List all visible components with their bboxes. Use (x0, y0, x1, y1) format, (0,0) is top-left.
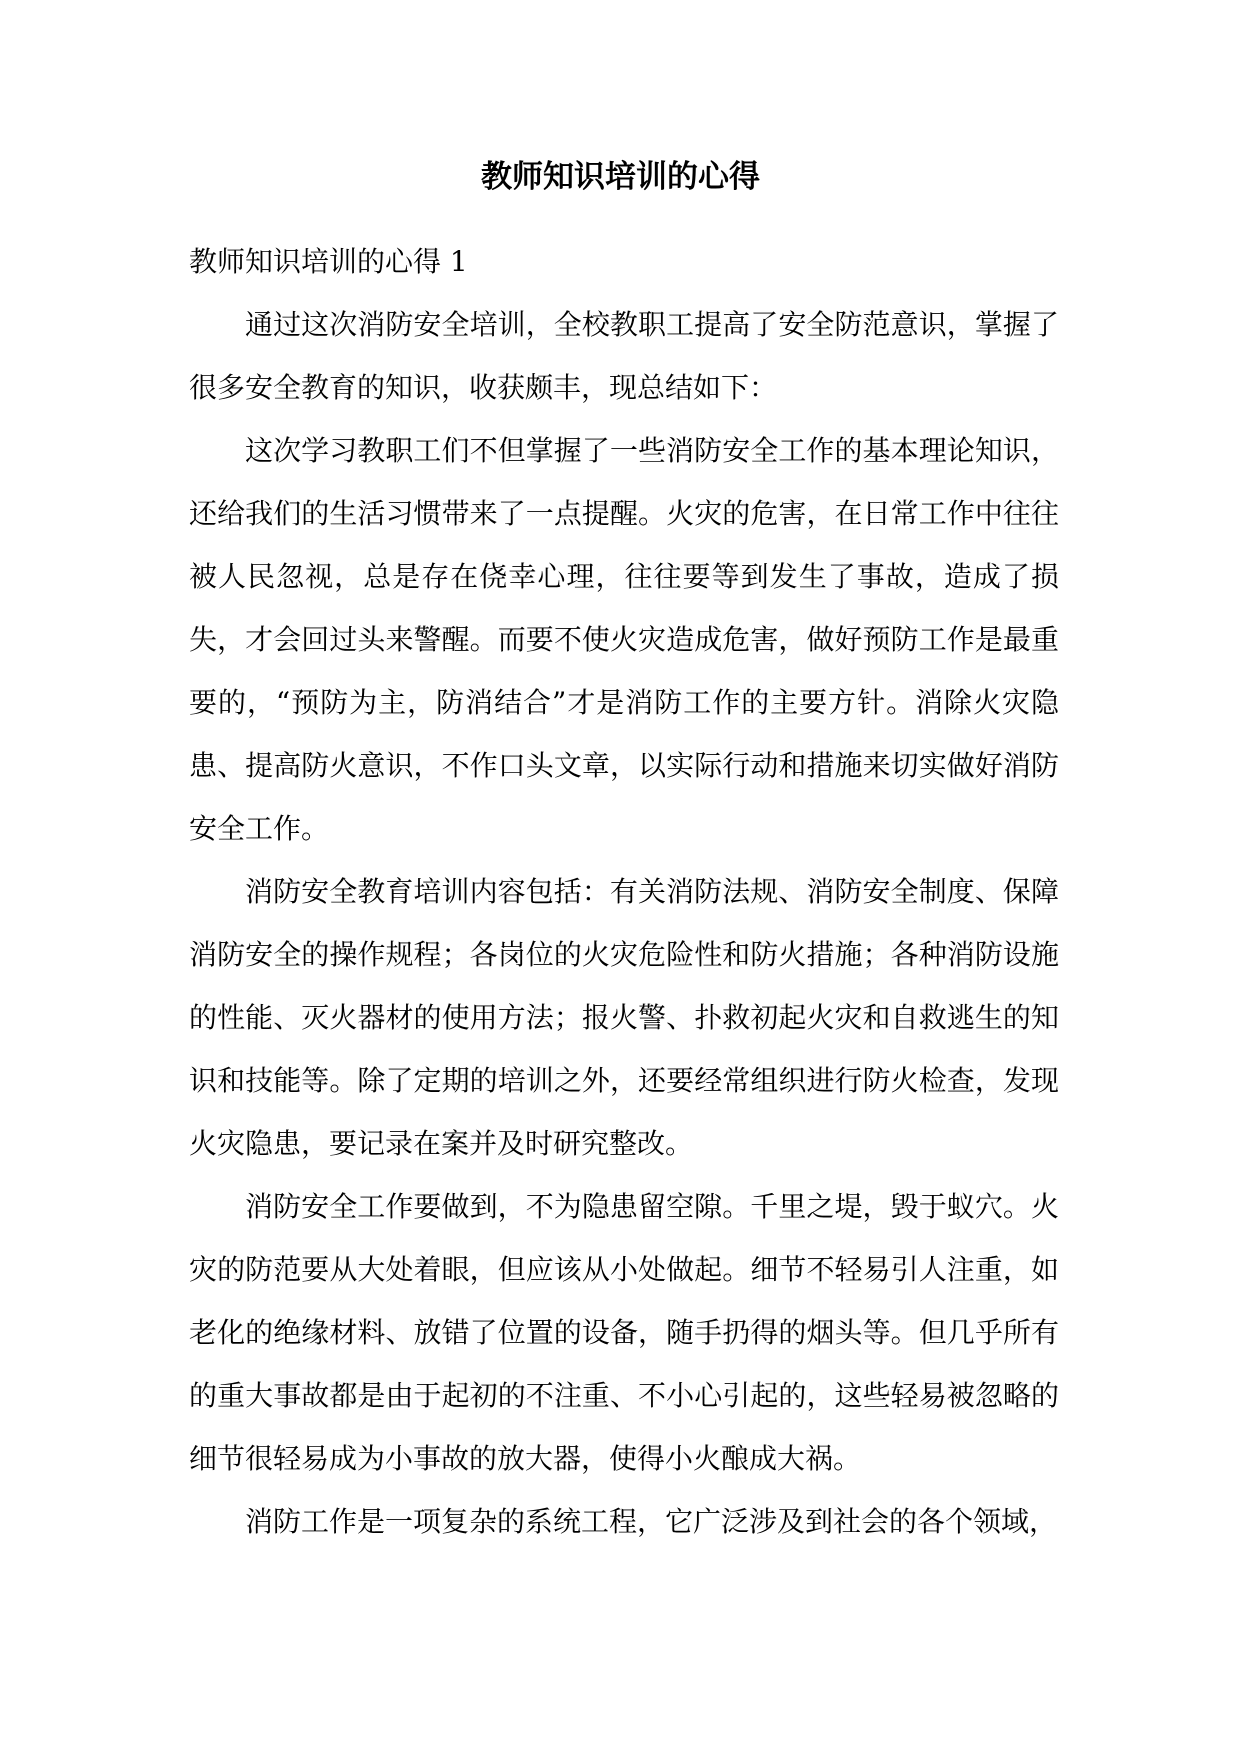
document-body (189, 230, 1059, 1553)
paragraph-4: 消防安全工作要做到，不为隐患留空隙。千里之堤，毁于蚁穴。火灾的防范要从大处着眼，但应该从小处做起。细节不轻易引人注重，如老化的绝缘材料、放错了位置的设备，随手扔得的烟头等。但几乎所有的重大事故都是由于起初的不注重、不小心引起的，这些轻易被忽略的细节很轻易成为小事故的放大器，使得小火酿成大祸。 (189, 1190, 1059, 1475)
document-title: 教师知识培训的心得 (481, 159, 760, 195)
paragraph-1: 通过这次消防安全培训，全校教职工提高了安全防范意识，掌握了很多安全教育的知识，收获颇丰，现总结如下： (189, 308, 1059, 404)
section-heading: 教师知识培训的心得 1 (189, 245, 468, 278)
paragraph-5: 消防工作是一项复杂的系统工程，它广泛涉及到社会的各个领域， (245, 1505, 1058, 1538)
paragraph-3: 消防安全教育培训内容包括：有关消防法规、消防安全制度、保障消防安全的操作规程；各岗位的火灾危险性和防火措施；各种消防设施的性能、灭火器材的使用方法；报火警、扑救初起火灾和自救逃生的知识和技能等。除了定期的培训之外，还要经常组织进行防火检查，发现火灾隐患，要记录在案并及时研究整改。 (189, 875, 1059, 1160)
paragraph-2: 这次学习教职工们不但掌握了一些消防安全工作的基本理论知识，还给我们的生活习惯带来了一点提醒。火灾的危害，在日常工作中往往被人民忽视，总是存在侥幸心理，往往要等到发生了事故，造成了损失，才会回过头来警醒。而要不使火灾造成危害，做好预防工作是最重要的，“预防为主，防消结合”才是消防工作的主要方针。消除火灾隐患、提高防火意识，不作口头文章，以实际行动和措施来切实做好消防安全工作。 (189, 434, 1059, 845)
